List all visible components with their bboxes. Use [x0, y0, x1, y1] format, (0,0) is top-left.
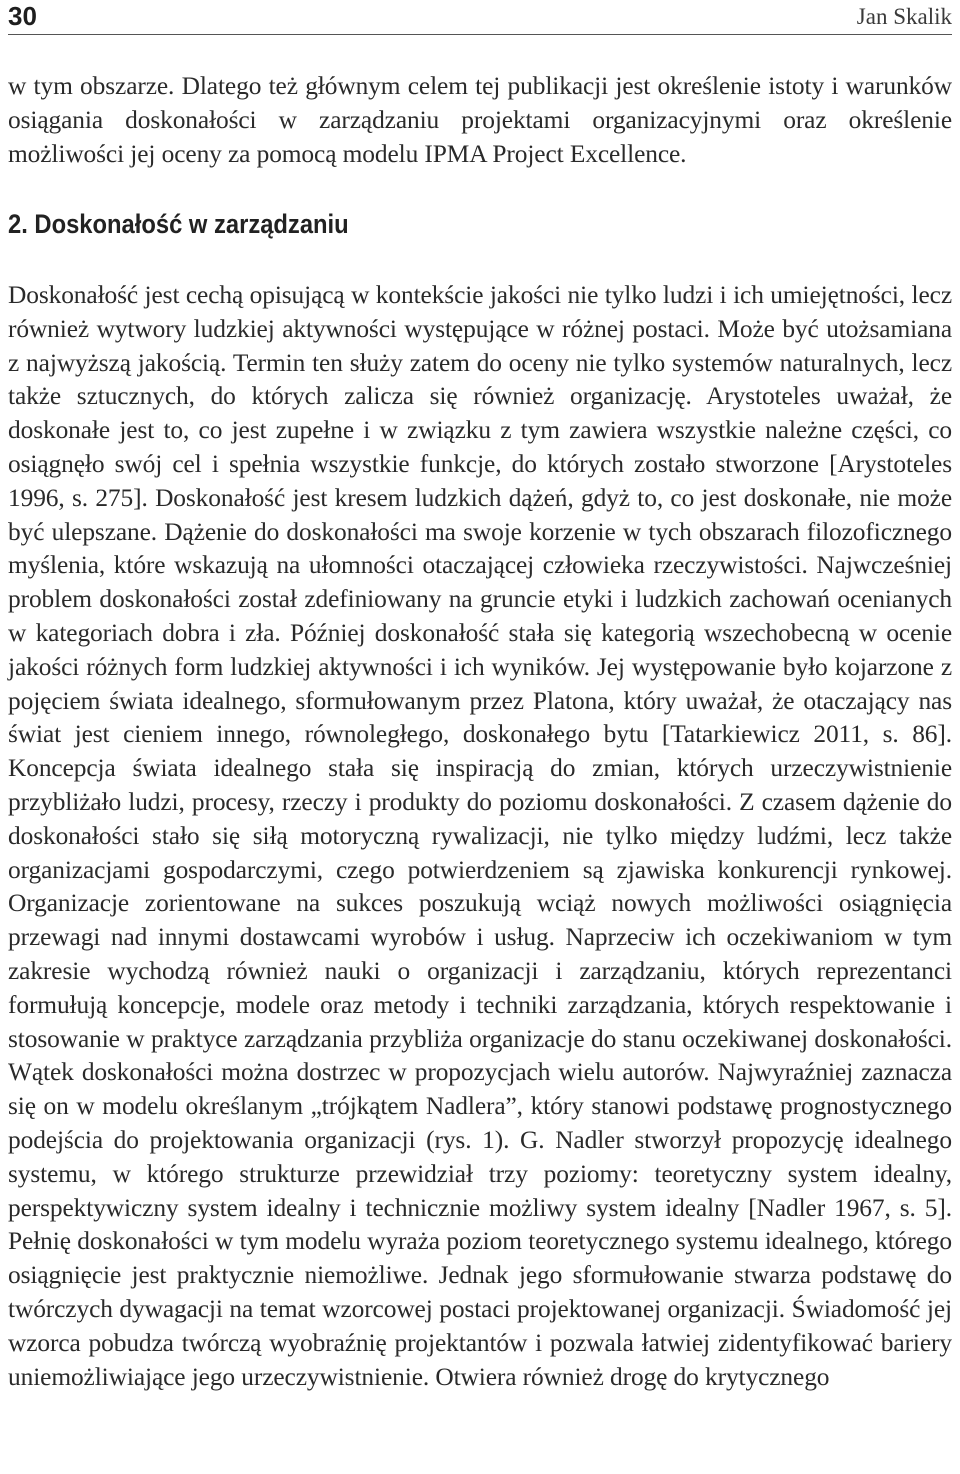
- page-number: 30: [8, 1, 37, 31]
- section-heading: 2. Doskonałość w zarządzaniu: [8, 209, 349, 239]
- page-header: [8, 0, 952, 35]
- intro-paragraph: w tym obszarze. Dlatego też głównym celem tej publikacji jest określenie istoty i warunków osiągania doskonałości w zarządzaniu projektami organizacyjnymi oraz określenie możliwości jej oceny za pomocą modelu IPMA Project Excellence.: [8, 72, 952, 168]
- section-body-paragraph: Doskonałość jest cechą opisującą w kontekście jakości nie tylko ludzi i ich umiejętności, lecz również wytwory ludzkiej aktywności występujące w różnej postaci. Może być utożsamiana z najwyższą jakością. Termin ten służy zatem do oceny nie tylko systemów naturalnych, lecz także sztucznych, do których zalicza się również organizację. Arystoteles uważał, że doskonałe jest to, co jest zupełne i w związku z tym zawiera wszystkie należne części, co osiągnęło swój cel i spełnia wszystkie funkcje, do których zostało stworzone [Arystoteles 1996, s. 275]. Doskonałość jest kresem ludzkich dążeń, gdyż to, co jest doskonałe, nie może być ulepszane. Dążenie do doskonałości ma swoje korzenie w tych obszarach filozoficznego myślenia, które wskazują na ułomności otaczającej człowieka rzeczywistości. Najwcześniej problem doskonałości został zdefiniowany na gruncie etyki i ludzkich zachowań ocenianych w kategoriach dobra i zła. Później doskonałość stała się kategorią wszechobecną w ocenie jakości różnych form ludzkiej aktywności i ich wyników. Jej występowanie było kojarzone z pojęciem świata idealnego, sformułowanym przez Platona, który uważał, że otaczający nas świat jest cieniem innego, równoległego, doskonałego bytu [Tatarkiewicz 2011, s. 86]. Koncepcja świata idealnego stała się inspiracją do zmian, których urzeczywistnienie przybliżało ludzi, procesy, rzeczy i produkty do poziomu doskonałości. Z czasem dążenie do doskonałości stało się siłą motoryczną rywalizacji, nie tylko między ludźmi, lecz także organizacjami gospodarczymi, czego potwierdzeniem są zjawiska konkurencji rynkowej. Organizacje zorientowane na sukces poszukują wciąż nowych możliwości osiągnięcia przewagi nad innymi dostawcami wyrobów i usług. Naprzeciw ich oczekiwaniom w tym zakresie wychodzą również nauki o organizacji i zarządzaniu, których reprezentanci formułują koncepcje, modele oraz metody i techniki zarządzania, których respektowanie i stosowanie w praktyce zarządzania przybliża organizacje do stanu oczekiwanej doskonałości. Wątek doskonałości można dostrzec w propozycjach wielu autorów. Najwyraźniej zaznacza się on w modelu określanym „trójkątem Nadlera”, który stanowi podstawę prognostycznego podejścia do projektowania organizacji (rys. 1). G. Nadler stworzył propozycję idealnego systemu, w którego strukturze przewidział trzy poziomy: teoretyczny system idealny, perspektywiczny system idealny i technicznie możliwy system idealny [Nadler 1967, s. 5]. Pełnię doskonałości w tym modelu wyraża poziom teoretycznego systemu idealnego, którego osiągnięcie jest praktycznie niemożliwe. Jednak jego sformułowanie stwarza podstawę do twórczych dywagacji na temat wzorcowej postaci projektowanej organizacji. Świadomość jej wzorca pobudza twórczą wyobraźnię projektantów i pozwala łatwiej zidentyfikować bariery uniemożliwiające jego urzeczywistnienie. Otwiera również drogę do krytycznego: [8, 281, 952, 1391]
- running-head-author: Jan Skalik: [856, 4, 952, 29]
